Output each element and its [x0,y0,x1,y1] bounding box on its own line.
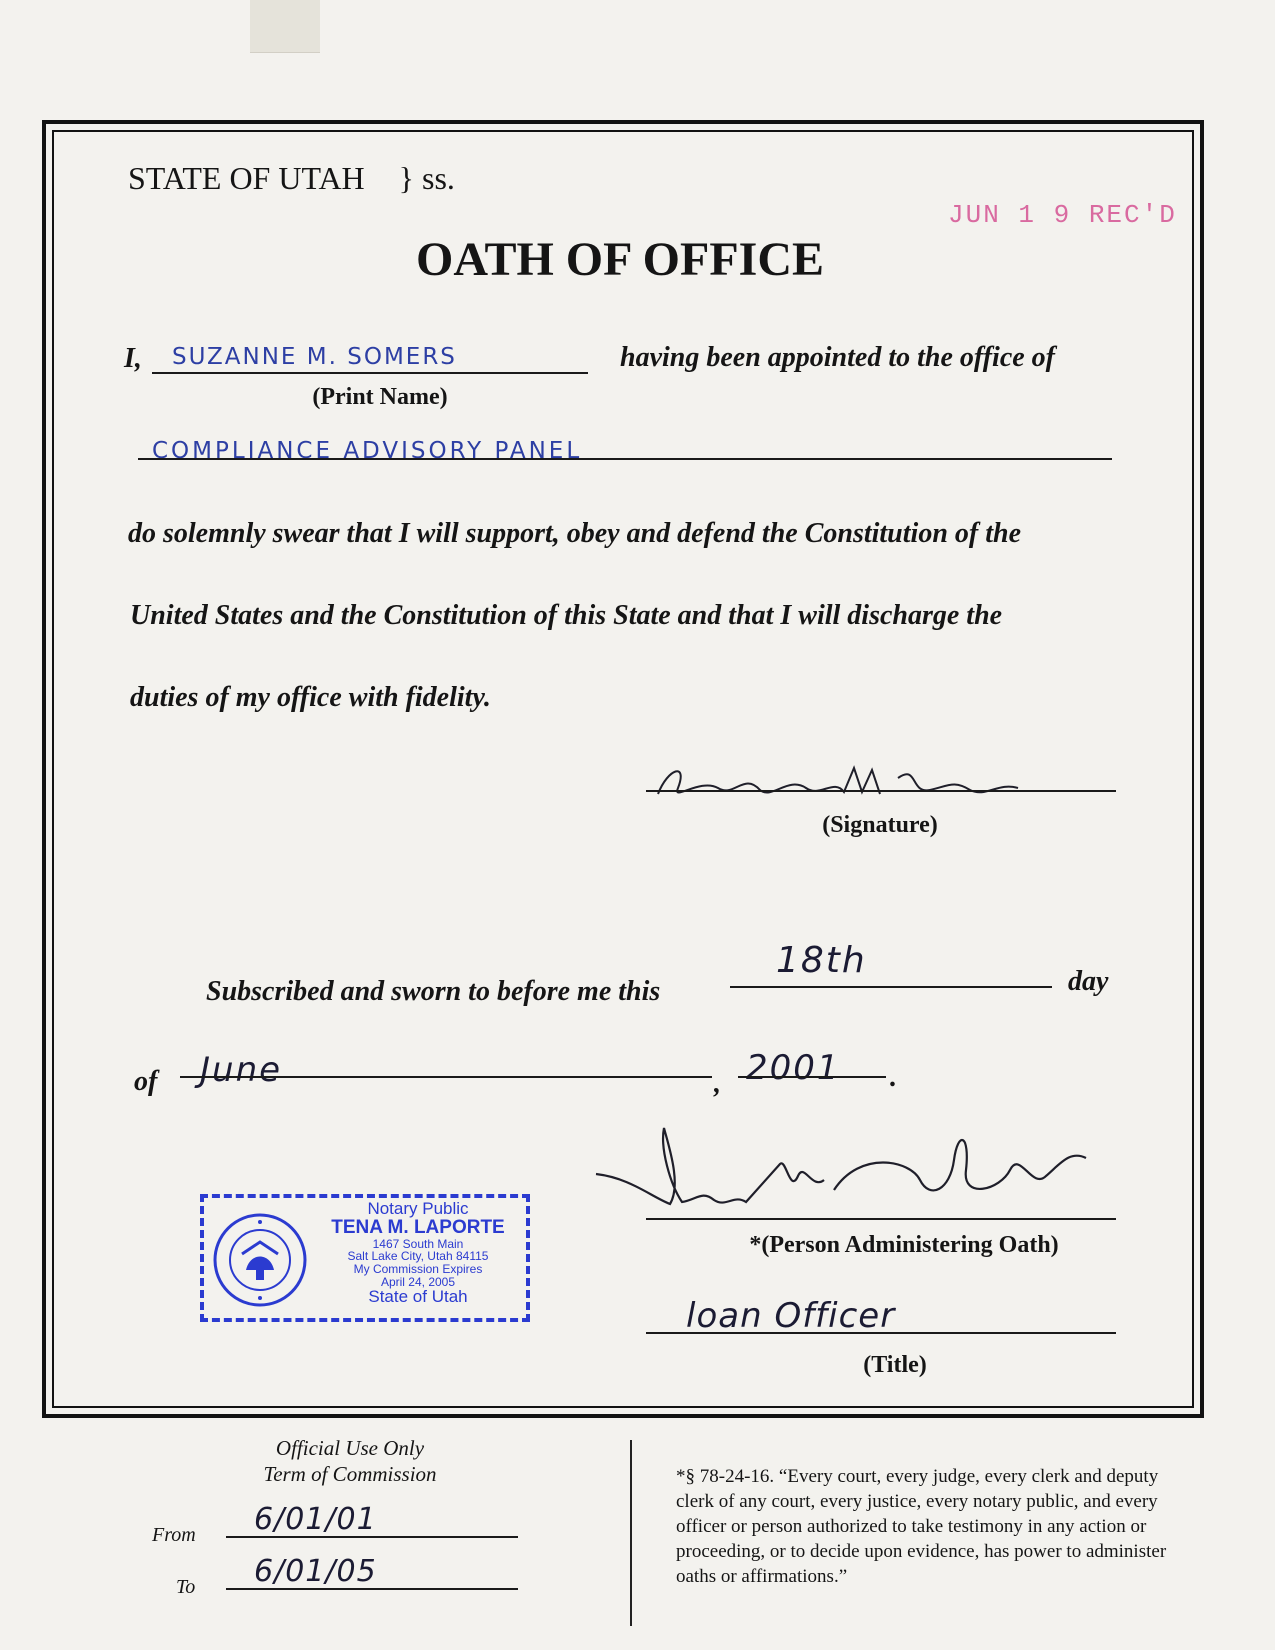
handwritten-office: COMPLIANCE ADVISORY PANEL [152,438,583,464]
utah-seal-icon [212,1212,308,1308]
month-line [180,1076,712,1078]
title-line [646,1332,1116,1334]
signature-caption: (Signature) [822,812,938,838]
print-name-caption: (Print Name) [312,384,448,410]
administering-line [646,1218,1116,1220]
to-value: 6/01/05 [254,1554,377,1589]
administering-signature-drawing [590,1120,1130,1230]
notary-line-5: My Commission Expires [353,1261,483,1276]
to-label: To [176,1576,196,1598]
handwritten-month: June [200,1050,283,1090]
notary-line-7: State of Utah [368,1287,468,1307]
office-line [138,458,1112,460]
day-line [730,986,1052,988]
official-use-heading: Official Use Only [275,1436,425,1460]
notary-line-4: Salt Lake City, Utah 84115 [347,1249,489,1264]
from-value: 6/01/01 [254,1502,377,1537]
oath-body-line-1: do solemnly swear that I will support, obey and defend the Constitution of the [128,518,1021,549]
state-heading [128,160,455,197]
handwritten-title: loan Officer [686,1296,896,1336]
i-label: I, [124,343,142,374]
month-comma: , [714,1068,721,1099]
print-name-line [152,372,588,374]
tape-strip [250,0,320,53]
vertical-divider [630,1440,632,1626]
document-title: OATH OF OFFICE [416,233,824,286]
year-line [738,1076,886,1078]
administering-caption: *(Person Administering Oath) [749,1232,1059,1258]
year-period: . [890,1062,897,1093]
of-label: of [134,1066,158,1097]
notary-line-1: Notary Public [367,1199,469,1218]
oath-body-line-3: duties of my office with fidelity. [130,682,491,713]
received-date-stamp: JUN 1 9 REC'D [948,200,1177,230]
appointed-text: having been appointed to the office of [620,342,1055,373]
from-label: From [152,1524,196,1546]
ss-label: } ss. [398,160,455,196]
notary-line-3: 1467 South Main [372,1236,464,1251]
oath-body-line-2: United States and the Constitution of this State and that I will discharge the [130,600,1003,631]
notary-line-2: TENA M. LAPORTE [331,1216,505,1238]
handwritten-print-name: SUZANNE M. SOMERS [172,344,457,370]
notary-stamp [200,1194,530,1322]
signature-line [646,790,1116,792]
notary-line-6: April 24, 2005 [380,1274,456,1289]
handwritten-year: 2001 [746,1048,841,1088]
title-caption: (Title) [863,1352,927,1378]
subscribed-text: Subscribed and sworn to before me this [206,976,661,1007]
signature-drawing [648,758,1048,808]
from-line [226,1536,518,1538]
state-name: STATE OF UTAH [128,160,365,196]
handwritten-day: 18th [776,940,867,981]
day-label: day [1068,966,1109,997]
term-heading: Term of Commission [263,1462,437,1486]
statute-text: *§ 78-24-16. “Every court, every judge, every clerk and deputy clerk of any court, every justice, every notary public, and every officer or person authorized to take testimony in any action or proceeding, or to decide upon evidence, has power to administer oaths or affirmations.” [676,1466,1167,1587]
to-line [226,1588,518,1590]
